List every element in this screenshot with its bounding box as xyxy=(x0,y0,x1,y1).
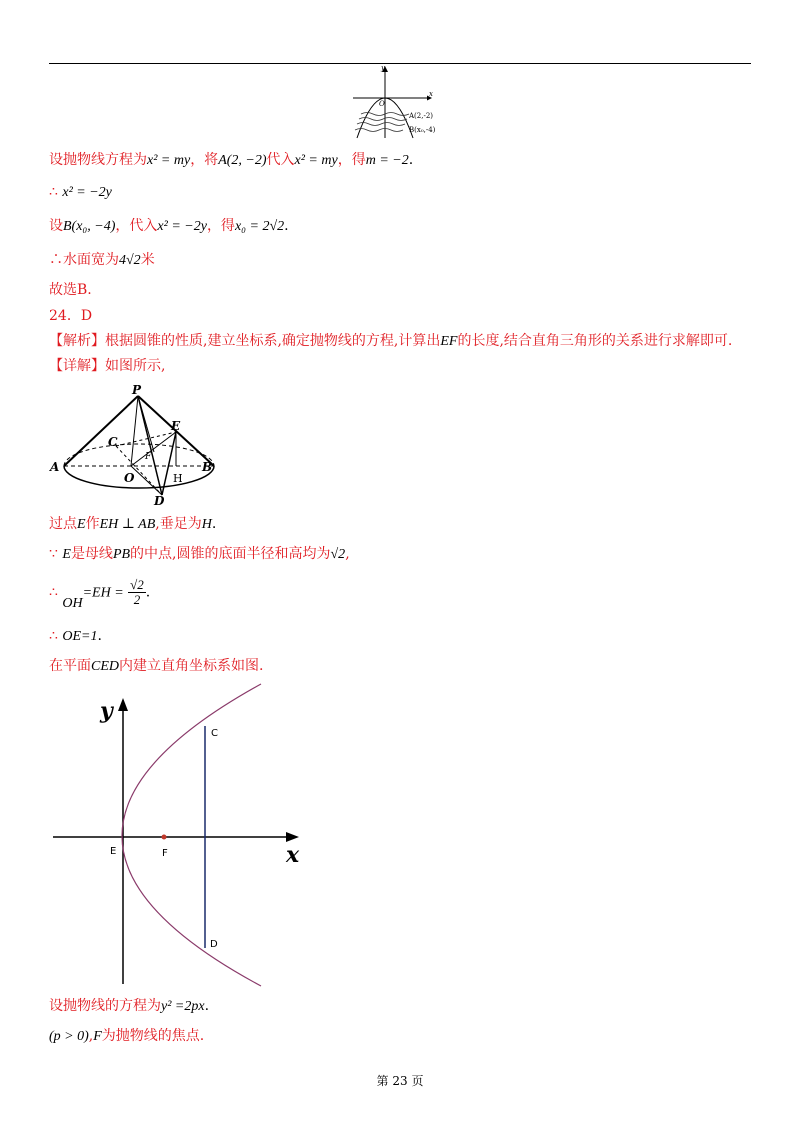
cone-label-b: B xyxy=(202,460,213,474)
text-line-15: (p > 0),F为抛物线的焦点. xyxy=(49,1028,205,1044)
parabola-water-figure xyxy=(345,66,440,141)
fig3-point-f: F xyxy=(162,848,168,859)
text-line-1: 设抛物线方程为x² = my，将A(2, −2)代入x² = my，得m = −2. xyxy=(49,152,414,168)
fig3-point-e: E xyxy=(110,846,117,857)
fig3-point-c: C xyxy=(211,728,218,739)
fig1-y-label: y xyxy=(381,64,385,72)
text-line-10: ∵ E是母线PB的中点,圆锥的底面半径和高均为√2, xyxy=(49,546,350,562)
text-line-5: 故选B. xyxy=(49,282,92,298)
fig3-point-d: D xyxy=(210,939,218,950)
cone-label-a: A xyxy=(50,460,60,474)
cone-label-e: E xyxy=(171,419,181,433)
cone-label-d: D xyxy=(154,494,165,508)
detail-line: 【详解】如图所示, xyxy=(49,358,166,374)
text-line-13: 在平面CED内建立直角坐标系如图. xyxy=(49,658,264,674)
page-number: 第 23 页 xyxy=(376,1074,424,1088)
cone-label-o: O xyxy=(124,471,135,485)
cone-figure xyxy=(44,383,224,508)
text-line-4: ∴水面宽为4√2米 xyxy=(49,252,155,268)
text-line-12: ∴ OE=1. xyxy=(49,628,102,644)
text-line-2: ∴ x² = −2y xyxy=(49,184,112,200)
fig1-origin-label: O xyxy=(379,100,385,108)
cone-label-c: C xyxy=(108,435,118,449)
cone-label-p: P xyxy=(132,383,142,397)
fig1-x-label: x xyxy=(429,90,433,98)
analysis-line: 【解析】根据圆锥的性质,建立坐标系,确定抛物线的方程,计算出EF的长度,结合直角三角形的关系进行求解即可. xyxy=(49,333,733,349)
fig1-point-b-label: B(x₀,-4) xyxy=(409,126,436,134)
cone-label-f: F xyxy=(145,452,152,462)
fig3-y-label: y xyxy=(100,698,113,724)
header-rule xyxy=(49,63,751,64)
text-line-9: 过点E作EH ⊥ AB,垂足为H. xyxy=(49,516,217,532)
text-line-14: 设抛物线的方程为y² =2px. xyxy=(49,998,210,1014)
coordinate-parabola-figure xyxy=(48,684,308,989)
fig3-x-label: x xyxy=(286,842,300,868)
text-line-11: ∴ OH=EH = $\frac{√2}{2}$ . xyxy=(49,577,151,611)
text-line-3: 设B(x₀, −4)，代入x² = −2y，得x₀ = 2√2. xyxy=(49,218,289,234)
fig1-point-a-label: A(2,-2) xyxy=(409,112,434,120)
answer-number: 24．D xyxy=(49,308,93,324)
cone-label-h: H xyxy=(173,472,183,485)
